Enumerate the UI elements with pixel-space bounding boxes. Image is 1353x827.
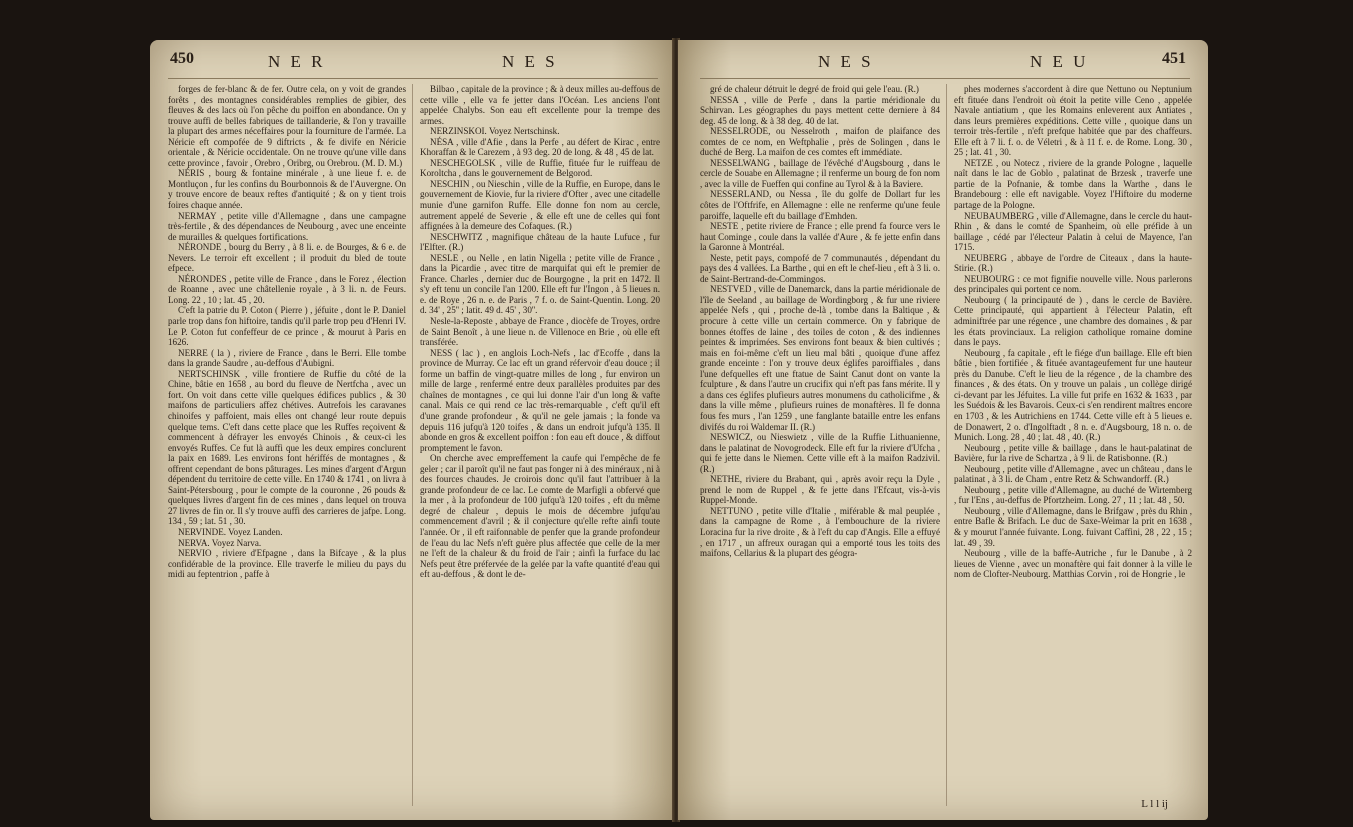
entry-paragraph: NESCHWITZ , magnifique château de la haute Lufuce , fur l'Elfter. (R.) — [420, 231, 660, 253]
entry-paragraph: Neubourg , fa capitale , eft le fiége d'un baillage. Elle eft bien bâtie , bien fortifiée , & fituée avantageufement fur une hauteur près du Danube. C'eft le lieu de la régence , de la chambre des finances , & des états. On y trouve un palais , un collège dirigé ci-devant par les Jéfuites. La ville fut prife en 1632 & 1633 , par les Suédois & les Bavarois. Ceux-ci s'en rendirent maîtres encore en 1703 , & les Autrichiens en 1744. Cette ville eft à 5 lieues e. de Donawert, 2 o. d'Ingolftadt , 8 n. e. d'Augsbourg, 18 n. o. de Munich. Long. 28 , 40 ; lat. 48 , 40. (R.) — [954, 347, 1192, 443]
left-column-2 — [420, 84, 660, 580]
running-head-left-2: N E S — [502, 52, 558, 71]
entry-paragraph: gré de chaleur détruit le degré de froid qui gele l'eau. (R.) — [710, 84, 919, 94]
entry-paragraph: NERVIO , riviere d'Efpagne , dans la Bifcaye , & la plus confidérable de la province. Elle traverfe le milieu du pays du midi au feptentrion , paffe à — [168, 548, 406, 580]
column-divider-left — [412, 84, 413, 806]
right-page — [678, 40, 1208, 820]
entry-paragraph: NEUBAUMBERG , ville d'Allemagne, dans le cercle du haut-Rhin , & dans le comté de Spanheim, où elle préfide à un baillage , cédé par l'électeur Palatin à celui de Mayence, l'an 1715. — [954, 210, 1192, 253]
entry-paragraph: NÉRONDES , petite ville de France , dans le Forez , élection de Roanne , avec une châtellenie royale , à 3 li. n. de Feurs. Long. 22 , 10 ; lat. 45 , 20. — [168, 273, 406, 305]
entry-paragraph: Neste, petit pays, compofé de 7 communautés , dépendant du pays des 4 vallées. La Barthe , qui en eft le chef-lieu , eft à 3 li. o. de Saint-Bertrand-de-Commingos. — [700, 252, 940, 284]
entry-paragraph: NESTE , petite riviere de France ; elle prend fa fource vers le haut Cominge , coule dans la vallée d'Aure , & fe jette enfin dans la Garonne à Montréal. — [700, 221, 940, 253]
entry-paragraph: NESCHIN , ou Nieschin , ville de la Ruffie, en Europe, dans le gouvernement de Kiovie, fur la riviere d'Ofter , avec une citadelle munie d'une garnifon Ruffe. Elle donne fon nom au cercle, autrement appelé de Severie , & elle eft une de celles qui font affignées à la demeure des Cofaques. (R.) — [420, 178, 660, 232]
entry-paragraph: NESTVED , ville de Danemarck, dans la partie méridionale de l'île de Seeland , au baillage de Wordingborg , & fur une riviere appelée Nefs , qui , proche de-là , tombe dans la Baltique , & procure à cette ville un certain commerce. On y fabrique de bonnes étoffes de laine , des toiles de coton , & des indiennes peintes & imprimées. Ses environs font beaux & bien cultivés ; mais en foi-même c'eft un lieu mal bâti , quoique d'une affez grande enceinte : l'on y trouve deux églifes paroiffiales , dans l'une defquelles eft une ftatue de Saint Canut dont on vante la fculpture , & dans l'autre un crucifix qui n'eft pas fans mérite. Il y a dans ces églifes plufieurs autres monumens du catholicifme , & dans la ville même , plufieurs ruines de monaftères. Il fe donna fous fes murs , l'an 1259 , une fanglante bataille entre les enfans divifés du roi Waldemar II. (R.) — [700, 284, 940, 432]
entry-paragraph: Neubourg , petite ville d'Allemagne, au duché de Wirtemberg , fur l'Ens , au-deffus de Pfortzheim. Long. 27 , 11 ; lat. 48 , 50. — [954, 484, 1192, 506]
entry-paragraph: NETZE , ou Notecz , riviere de la grande Pologne , laquelle naît dans le lac de Goblo , palatinat de Brzesk , traverfe une partie de la Pofnanie, & tombe dans la Warthe , dans le Brandebourg : elle eft navigable. Voyez l'Hiftoire du moderne partage de la Pologne. — [954, 157, 1192, 211]
signature-mark: L l l ij — [1141, 798, 1168, 810]
entry-paragraph: NEUBOURG : ce mot fignifie nouvelle ville. Nous parlerons des principales qui portent ce nom. — [954, 273, 1192, 295]
entry-paragraph: NEUBERG , abbaye de l'ordre de Citeaux , dans la haute-Stirie. (R.) — [954, 252, 1192, 274]
right-column-2 — [954, 84, 1192, 580]
entry-paragraph: NÉRONDE , bourg du Berry , à 8 li. e. de Bourges, & 6 e. de Nevers. Le terroir eft excellent ; il produit du bled de toute efpece. — [168, 242, 406, 274]
entry-paragraph: NÉSA , ville d'Afie , dans la Perfe , au défert de Kirac , entre Khoraffan & le Carezem , à 93 deg. 20 de long. & 48 , 45 de lat. — [420, 136, 660, 158]
entry-paragraph: NERVA. Voyez Narva. — [178, 537, 262, 548]
entry-paragraph: NESSELWANG , baillage de l'évêché d'Augsbourg , dans le cercle de Souabe en Allemagne ; il renferme un bourg de fon nom , avec la ville de Fueffen qui confine au Tyrol & à la Baviere. — [700, 157, 940, 189]
entry-paragraph: NESCHEGOLSK , ville de Ruffie, fituée fur le ruiffeau de Koroltcha , dans le gouvernement de Belgorod. — [420, 157, 660, 179]
left-page — [150, 40, 675, 820]
entry-paragraph: NERMAY , petite ville d'Allemagne , dans une campagne très-fertile , & des dépendances de Neubourg , avec une enceinte de murailles & quelques fortifications. — [168, 210, 406, 242]
entry-paragraph: Bilbao , capitale de la province ; & à deux milles au-deffous de cette ville , elle va fe jetter dans l'Océan. Les anciens l'ont appelée Chalybs. Son eau eft excellente pour la trempe des armes. — [420, 84, 660, 126]
entry-paragraph: NESS ( lac ) , en anglois Loch-Nefs , lac d'Ecoffe , dans la province de Murray. Ce lac eft un grand réfervoir d'eau douce ; il forme un baffin de vingt-quatre milles de long , fur environ un mille de large , renfermé entre deux parallèles produites par des chaînes de montagnes , ce qui lui donne l'air d'un long & vafte canal. Mais ce qui rend ce lac très-remarquable , c'eft qu'il eft d'une grande profondeur , & qu'il ne gele jamais ; la fonde va depuis 116 jufqu'à 120 toifes , & dans un endroit jufqu'à 135. Il abonde en gros & excellent poiffon : fon eau eft douce , & diffout promptement le favon. — [420, 347, 660, 453]
entry-paragraph: Neubourg , petite ville & baillage , dans le haut-palatinat de Bavière, fur la rive de Schartza , à 9 li. de Ratisbonne. (R.) — [954, 442, 1192, 464]
entry-paragraph: forges de fer-blanc & de fer. Outre cela, on y voit de grandes forêts , des montagnes considérables remplies de gibier, des fleuves & des lacs où l'on pêche du poiffon en abondance. On y trouve auffi de belles fabriques de taillanderie, & l'on y travaille la plupart des armes néceffaires pour la fourniture de l'armée. La Néricie eft compofée de 9 diftricts , & fe divife en Néricie orientale , & Néricie occidentale. On ne trouve qu'une ville dans cette province , favoir , Orebro , Oribrg, ou Orebrou. (M. D. M.) — [168, 84, 406, 168]
entry-paragraph: C'eft la patrie du P. Coton ( Pierre ) , jéfuite , dont le P. Daniel parle trop dans fon hiftoire, tandis qu'il parle trop peu d'Henri IV. Le P. Coton fut confeffeur de ce prince , & mourut à Paris en 1626. — [168, 305, 406, 348]
entry-paragraph: Neubourg ( la principauté de ) , dans le cercle de Bavière. Cette principauté, qui appartient à l'électeur Palatin, eft adminiftrée par une régence , une chambre des domaines , & par les états provinciaux. La religion catholique romaine domine dans le pays. — [954, 294, 1192, 348]
entry-paragraph: NESSERLAND, ou Nessa , île du golfe de Dollart fur les côtes de l'Oftfrife, en Allemagne : elle ne renferme qu'une feule paroiffe, laquelle eft du baillage d'Emhden. — [700, 189, 940, 221]
running-head-left-1: N E R — [268, 52, 326, 71]
entry-paragraph: NETHE, riviere du Brabant, qui , après avoir reçu la Dyle , prend le nom de Ruppel , & fe jette dans l'Efcaut, vis-à-vis Ruppel-Monde. — [700, 474, 940, 506]
entry-paragraph: NESLE , ou Nelle , en latin Nigella ; petite ville de France , dans la Picardie , avec titre de marquifat qui eft le premier de France. Charles , dernier duc de Bourgogne , la prit en 1472. Il s'y eft tenu un concile l'an 1200. Elle eft fur l'Ingon , à 5 lieues n. e. de Roye , 26 n. e. de Paris , 7 f. o. de Saint-Quentin. Long. 20 d. 34' , 25'' ; latit. 49 d. 45' , 30''. — [420, 252, 660, 316]
entry-paragraph: On cherche avec empreffement la caufe qui l'empêche de fe geler ; car il paroît qu'il ne faut pas fonger ni à des minéraux , ni à des fources chaudes. Je croirois donc qu'il faut l'attribuer à la grande profondeur de ce lac. Le comte de Marfigli a obfervé que la mer , à la profondeur de 100 jufqu'à 120 toifes , eft du même degré de chaleur , depuis le mois de décembre jufqu'au commencement d'avril ; & il conjecture qu'elle refte ainfi toute l'année. Or , il eft raifonnable de penfer que la grande profondeur de l'eau du lac Nefs n'eft guère plus affectée que celle de la mer ne l'eft de la chaleur & du froid de l'air ; ainfi la furface du lac Nefs peut être préfervée de la gelée par la vafte quantité d'eau qui eft au-deffous , & dont le de- — [420, 453, 660, 580]
header-rule-left — [168, 78, 658, 79]
header-rule-right — [700, 78, 1190, 79]
entry-paragraph: NESSA , ville de Perfe , dans la partie méridionale du Schirvan. Les géographes du pays mettent cette derniere à 84 deg. 45 de long. & à 38 deg. 40 de lat. — [700, 94, 940, 126]
entry-paragraph: Neubourg , ville d'Allemagne, dans le Brifgaw , près du Rhin , entre Bafle & Brifach. Le duc de Saxe-Weimar la prit en 1638 , & y mourut l'année fuivante. Long. fuivant Caffini, 28 , 22 , 15 ; lat. 49 , 39. — [954, 505, 1192, 548]
running-head-right-1: N E S — [818, 52, 874, 71]
left-column-1 — [168, 84, 406, 580]
page-number-left: 450 — [170, 50, 194, 67]
entry-paragraph: Nesle-la-Reposte , abbaye de France , diocèfe de Troyes, ordre de Saint Benoît , à une lieue n. de Villenoce en Brie , où elle eft transférée. — [420, 316, 660, 348]
entry-paragraph: Neubourg , ville de la baffe-Autriche , fur le Danube , à 2 lieues de Vienne , avec un monaftère qui fait donner à la ville le nom de Clofter-Neubourg. Matthias Corvin , roi de Hongrie , le — [954, 548, 1192, 580]
column-divider-right — [946, 84, 947, 806]
entry-paragraph: NERZINSKOI. Voyez Nertschinsk. — [430, 126, 560, 137]
entry-paragraph: Neubourg , petite ville d'Allemagne , avec un château , dans le palatinat , à 3 li. de Cham , entre Retz & Schwandorff. (R.) — [954, 463, 1192, 485]
page-number-right: 451 — [1162, 50, 1186, 67]
right-column-1 — [700, 84, 940, 559]
entry-paragraph: NÉRIS , bourg & fontaine minérale , à une lieue f. e. de Montluçon , fur les confins du Bourbonnois & de l'Auvergne. On y trouve encore de beaux reftes d'antiquité ; & on y tient trois foires chaque année. — [168, 168, 406, 211]
entry-paragraph: NERTSCHINSK , ville frontiere de Ruffie du côté de la Chine, bâtie en 1658 , au bord du fleuve de Nertfcha , avec un fort. On voit dans cette ville quelques édifices publics , & 30 maifons de particuliers affez chétives. Autrefois les caravanes chinoifes y paffoient, mais elles ont changé leur route depuis quelque tems. C'eft dans cette place que les Ruffes reçoivent & commencent à défrayer les envoyés Chinois , & ceux-ci les envoyés Ruffes. Ce fut là auffi que les deux empires conclurent la paix en 1689. Les environs font hériffés de montagnes , & offrent cependant de bons pâturages. Les mines d'argent d'Argun dépendent du territoire de cette ville. En 1740 & 1741 , on livra à Saint-Pétersbourg , pour le compte de la couronne , 26 pouds & quelques livres d'argent fin de ces mines , dans lequel on trouva 27 livres de fin or. Il s'y trouve auffi des carrieres de jafpe. Long. 134 , 59 ; lat. 51 , 30. — [168, 368, 406, 527]
entry-paragraph: phes modernes s'accordent à dire que Nettuno ou Neptunium eft fituée dans l'endroit où étoit la petite ville Ceno , appelée Navale antiatium , que les Romains enleverent aux Antiates , dans leurs premières expéditions. Cette ville , quoique dans un terroir très-fertile , n'eft prefque habitée que par des chaffeurs. Elle eft à 7 li. f. o. de Véletri , & à 11 f. e. de Rome. Long. 30 , 25 ; lat. 41 , 30. — [954, 84, 1192, 158]
entry-paragraph: NERVINDE. Voyez Landen. — [178, 526, 283, 537]
entry-paragraph: NESWICZ, ou Nieswietz , ville de la Ruffie Lithuanienne, dans le palatinat de Novogrodeck. Elle eft fur la riviere d'Ufcha , qui fe jette dans le Niemen. Cette ville eft à la maifon Radzivil. (R.) — [700, 432, 940, 474]
entry-paragraph: NERRE ( la ) , riviere de France , dans le Berri. Elle tombe dans la grande Saudre , au-deffous d'Aubigni. — [168, 347, 406, 369]
running-head-right-2: N E U — [1030, 52, 1089, 71]
entry-paragraph: NESSELRODE, ou Nesselroth , maifon de plaifance des comtes de ce nom, en Weftphalie , près de Solingen , dans le duché de Berg. La maifon de ces comtes eft immédiate. — [700, 126, 940, 158]
entry-paragraph: NETTUNO , petite ville d'Italie , miférable & mal peuplée , dans la campagne de Rome , à l'embouchure de la riviere Loracina fur la rive droite , & à l'eft du cap d'Angis. Elle a effuyé , en 1717 , un affreux ouragan qui a emporté tous les toits des maifons, Cellarius & la plupart des géogra- — [700, 505, 940, 559]
